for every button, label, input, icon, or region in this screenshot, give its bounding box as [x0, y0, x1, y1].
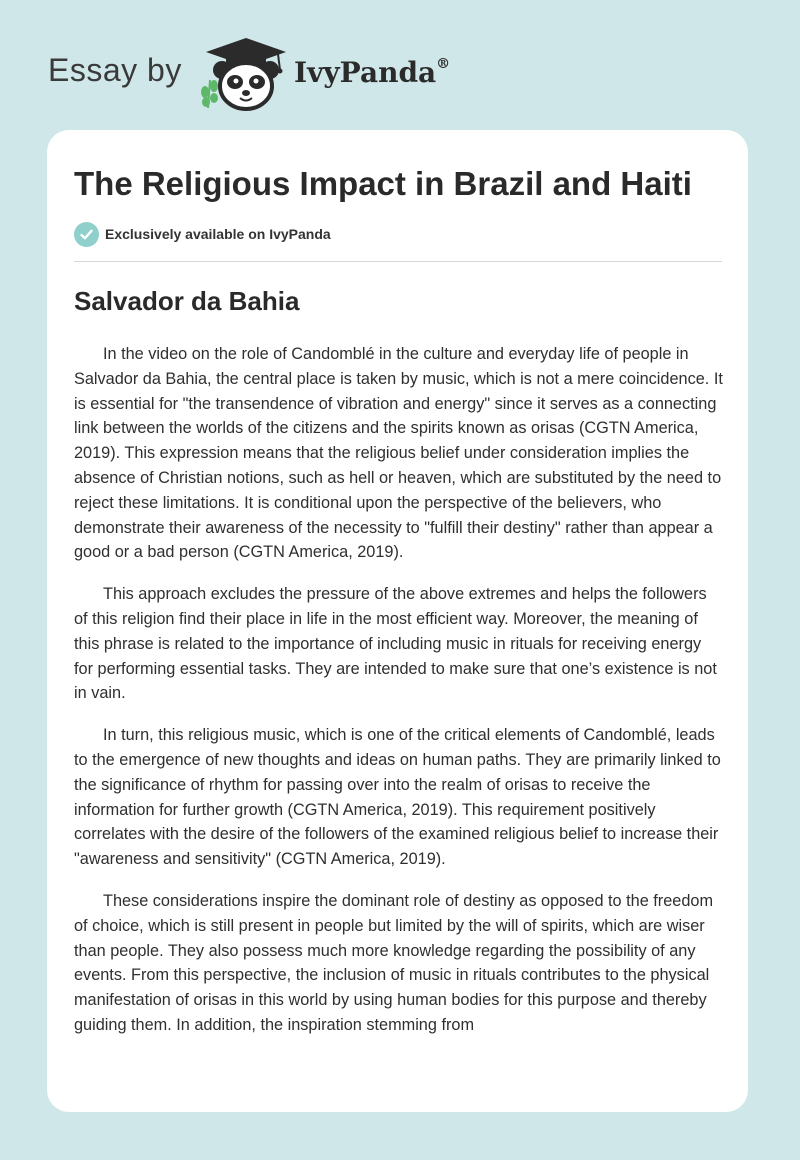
- brand-label: IvyPanda: [294, 56, 437, 89]
- site-header: [48, 36, 468, 112]
- essay-card: [47, 130, 748, 1112]
- paragraph: These considerations inspire the dominant role of destiny as opposed to the freedom of choice, which is still present in people but limited by the will of spirits, which are wiser than people. They also possess much more knowledge regarding the possibility of any events. From this perspective, the inclusion of music in rituals contributes to the physical manifestation of orisas in this world by using human bodies for this purpose and thereby guiding them. In addition, the inspiration stemming from: [74, 891, 714, 1034]
- paragraph: This approach excludes the pressure of the above extremes and helps the followers of this religion find their place in life in the most efficient way. Moreover, the meaning of this phrase is related to the importance of including music in rituals for receiving energy for performing essential tasks. They are intended to make sure that one’s existence is not in vain.: [74, 585, 717, 703]
- essay-title: The Religious Impact in Brazil and Haiti: [74, 165, 692, 202]
- paragraph: In the video on the role of Candomblé in the culture and everyday life of people in Salvador da Bahia, the central place is taken by music, which is not a mere coincidence. It is essential for "the transendence of vibration and energy" since it serves as a connecting link between the worlds of the citizens and the spirits known as orisas (CGTN America, 2019). This expression means that the religious belief under consideration implies the absence of Christian notions, such as hell or heaven, which are substituted by the need to reject these limitations. It is conditional upon the perspective of the believers, who demonstrate their awareness of the necessity to "fulfill their destiny" rather than appear a good or a bad person (CGTN America, 2019).: [74, 345, 723, 562]
- paragraph: In turn, this religious music, which is one of the critical elements of Candomblé, leads to the emergence of new thoughts and ideas on human paths. They are primarily linked to the significance of rhythm for passing over into the realm of orisas to receive the information for further growth (CGTN America, 2019). This requirement positively correlates with the desire of the followers of the examined religious belief to increase their "awareness and sensitivity" (CGTN America, 2019).: [74, 726, 721, 869]
- panda-graduate-icon[interactable]: [200, 36, 292, 112]
- essay-by-label: Essay by: [48, 52, 182, 88]
- section-heading: Salvador da Bahia: [74, 286, 300, 316]
- essay-body: [74, 342, 724, 1055]
- badge-text: Exclusively available on IvyPanda: [105, 226, 331, 242]
- registered-mark: ®: [436, 55, 451, 72]
- check-circle-icon: [74, 222, 99, 247]
- divider: [74, 261, 722, 262]
- exclusive-badge: [74, 221, 331, 247]
- brand-name[interactable]: [294, 56, 450, 89]
